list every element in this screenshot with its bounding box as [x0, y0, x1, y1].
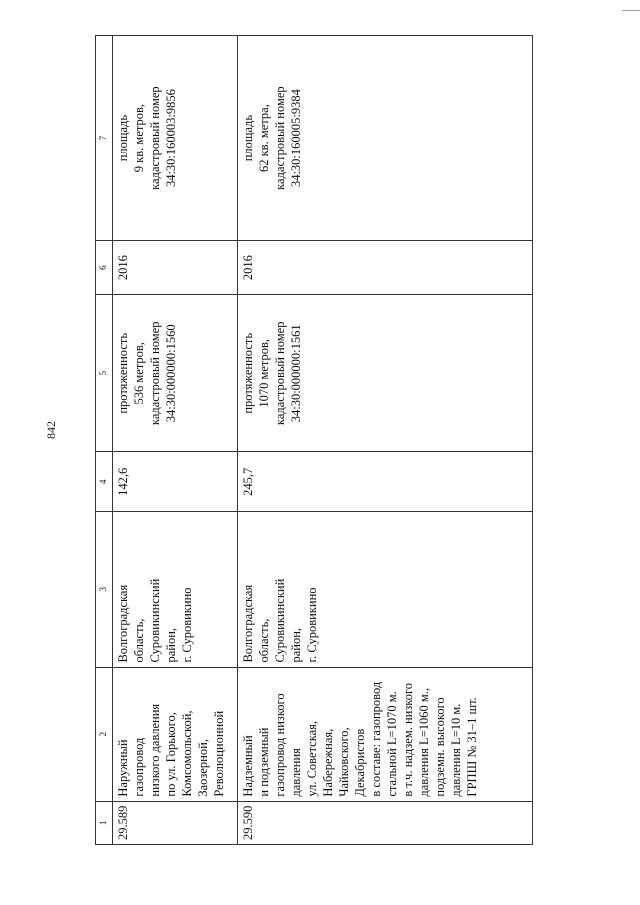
- table-row: [113, 36, 238, 845]
- header-col-4: 4: [96, 452, 113, 512]
- land-plot-info-line: кадастровый номер: [148, 86, 162, 190]
- object-characteristics-line: 34:30:000000:1561: [289, 324, 303, 423]
- object-characteristics: [238, 295, 533, 452]
- object-address-line: область,: [257, 618, 271, 663]
- object-name-line: Декабристов: [353, 728, 367, 797]
- corner-mark: [622, 10, 640, 11]
- object-name: [113, 667, 238, 801]
- object-address-line: район,: [289, 627, 303, 663]
- object-address-line: область,: [132, 618, 146, 663]
- object-address-line: Волгоградская: [241, 584, 255, 663]
- object-name-line: и подземный: [257, 727, 271, 797]
- object-year: 2016: [238, 241, 533, 295]
- object-address-line: г. Суровикино: [180, 587, 194, 663]
- header-col-3: 3: [96, 512, 113, 667]
- object-value: 245,7: [238, 452, 533, 512]
- object-name: [238, 667, 533, 801]
- header-col-2: 2: [96, 667, 113, 801]
- header-col-5: 5: [96, 295, 113, 452]
- object-name-line: давления L=1060 м.,: [417, 687, 431, 797]
- row-number: 29.590: [238, 801, 533, 844]
- object-address-line: район,: [164, 627, 178, 663]
- object-name-line: Чайковского,: [337, 727, 351, 797]
- object-name-line: в т.ч. надзем. низкого: [401, 682, 415, 797]
- object-name-line: Наружный: [116, 739, 130, 797]
- object-address: [238, 512, 533, 667]
- object-name-line: ул. Советская,: [305, 721, 319, 797]
- object-name-line: газопровод: [132, 737, 146, 797]
- object-name-line: Заозерной,: [196, 739, 210, 797]
- object-name-line: давления: [289, 748, 303, 797]
- header-col-1: 1: [96, 801, 113, 844]
- object-characteristics-line: 536 метров,: [132, 342, 146, 405]
- object-characteristics-line: кадастровый номер: [273, 321, 287, 426]
- object-address-line: Волгоградская: [116, 584, 130, 663]
- object-name-line: газопровод низкого: [273, 693, 287, 797]
- row-number: 29.589: [113, 801, 238, 844]
- object-name-line: Революционной: [212, 710, 226, 797]
- registry-table-container: [95, 35, 537, 845]
- object-address-line: Суровикинский: [273, 578, 287, 663]
- table-row: [238, 36, 533, 845]
- object-characteristics-line: кадастровый номер: [148, 321, 162, 426]
- land-plot-info: [238, 36, 533, 241]
- object-characteristics-line: протяженность: [116, 332, 130, 414]
- land-plot-info-line: площадь: [116, 114, 130, 162]
- object-name-line: ГРПШ № 31–1 шт.: [465, 697, 479, 797]
- object-name-line: Комсомольской,: [180, 710, 194, 797]
- object-characteristics-line: 34:30:000000:1560: [164, 324, 178, 423]
- object-name-line: Надземный: [241, 735, 255, 797]
- object-name-line: подземн. высокого: [433, 697, 447, 797]
- object-address-line: г. Суровикино: [305, 587, 319, 663]
- land-plot-info-line: 9 кв. метров,: [132, 103, 146, 173]
- land-plot-info-line: площадь: [241, 114, 255, 162]
- registry-table: [95, 35, 533, 845]
- land-plot-info-line: 34:30:160005:9384: [289, 89, 303, 188]
- header-col-6: 6: [96, 241, 113, 295]
- object-year: 2016: [113, 241, 238, 295]
- object-name-line: по ул. Горького,: [164, 712, 178, 797]
- page-number: 842: [44, 421, 58, 439]
- object-name-line: Набережная,: [321, 728, 335, 797]
- object-characteristics-line: протяженность: [241, 332, 255, 414]
- land-plot-info-line: кадастровый номер: [273, 86, 287, 190]
- land-plot-info: [113, 36, 238, 241]
- object-name-line: стальной L=1070 м.: [385, 691, 399, 797]
- object-address: [113, 512, 238, 667]
- land-plot-info-line: 34:30:160003:9856: [164, 89, 178, 188]
- land-plot-info-line: 62 кв. метра,: [257, 104, 271, 173]
- object-value: 142,6: [113, 452, 238, 512]
- header-col-7: 7: [96, 36, 113, 241]
- object-characteristics-line: 1070 метров,: [257, 338, 271, 408]
- header-row: [96, 36, 113, 845]
- object-characteristics: [113, 295, 238, 452]
- object-name-line: низкого давления: [148, 703, 162, 797]
- object-address-line: Суровикинский: [148, 578, 162, 663]
- object-name-line: в составе: газопровод: [369, 681, 383, 797]
- object-name-line: давления L=10 м.: [449, 703, 463, 797]
